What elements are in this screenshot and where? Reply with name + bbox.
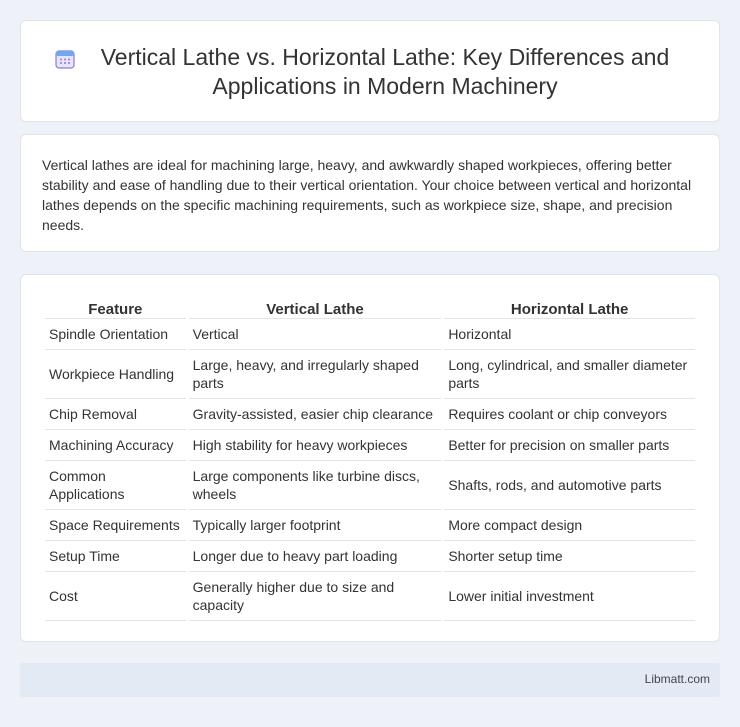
table-row	[45, 399, 695, 430]
comparison-table	[42, 295, 698, 621]
vertical-cell: Typically larger footprint	[189, 510, 442, 541]
table-row	[45, 461, 695, 510]
vertical-cell: Generally higher due to size and capacity	[189, 572, 442, 621]
horizontal-cell: Shafts, rods, and automotive parts	[444, 461, 695, 510]
intro-card	[20, 134, 720, 252]
footer-site-link[interactable]: Libmatt.com	[644, 672, 710, 686]
footer	[20, 663, 720, 697]
table-header-row	[45, 295, 695, 319]
horizontal-cell: Shorter setup time	[444, 541, 695, 572]
feature-cell: Space Requirements	[45, 510, 186, 541]
horizontal-cell: Lower initial investment	[444, 572, 695, 621]
feature-cell: Spindle Orientation	[45, 319, 186, 350]
intro-paragraph: Vertical lathes are ideal for machining large, heavy, and awkwardly shaped workpieces, offering better stability and ease of handling due to their vertical orientation. Your choice between vertical and horizontal lathes depends on the specific machining requirements, such as workpiece size, shape, and precision needs.	[42, 157, 692, 233]
vertical-cell: Gravity-assisted, easier chip clearance	[189, 399, 442, 430]
table-row	[45, 541, 695, 572]
vertical-cell: Large components like turbine discs, wheels	[189, 461, 442, 510]
vertical-cell: Large, heavy, and irregularly shaped parts	[189, 350, 442, 399]
page-title: Vertical Lathe vs. Horizontal Lathe: Key Differences and Applications in Modern Machinery	[100, 44, 670, 99]
table-row	[45, 319, 695, 350]
title-card	[20, 20, 720, 122]
horizontal-cell: More compact design	[444, 510, 695, 541]
table-row	[45, 572, 695, 621]
horizontal-cell: Better for precision on smaller parts	[444, 430, 695, 461]
feature-cell: Common Applications	[45, 461, 186, 510]
table-row	[45, 430, 695, 461]
horizontal-cell: Horizontal	[444, 319, 695, 350]
table-row	[45, 510, 695, 541]
vertical-cell: Vertical	[189, 319, 442, 350]
horizontal-cell: Long, cylindrical, and smaller diameter parts	[444, 350, 695, 399]
feature-cell: Chip Removal	[45, 399, 186, 430]
comparison-card	[20, 274, 720, 642]
header-horizontal-lathe: Horizontal Lathe	[444, 295, 695, 319]
horizontal-cell: Requires coolant or chip conveyors	[444, 399, 695, 430]
vertical-cell: High stability for heavy workpieces	[189, 430, 442, 461]
header-vertical-lathe: Vertical Lathe	[189, 295, 442, 319]
feature-cell: Cost	[45, 572, 186, 621]
feature-cell: Machining Accuracy	[45, 430, 186, 461]
feature-cell: Workpiece Handling	[45, 350, 186, 399]
vertical-cell: Longer due to heavy part loading	[189, 541, 442, 572]
header-feature: Feature	[45, 295, 186, 319]
feature-cell: Setup Time	[45, 541, 186, 572]
table-row	[45, 350, 695, 399]
